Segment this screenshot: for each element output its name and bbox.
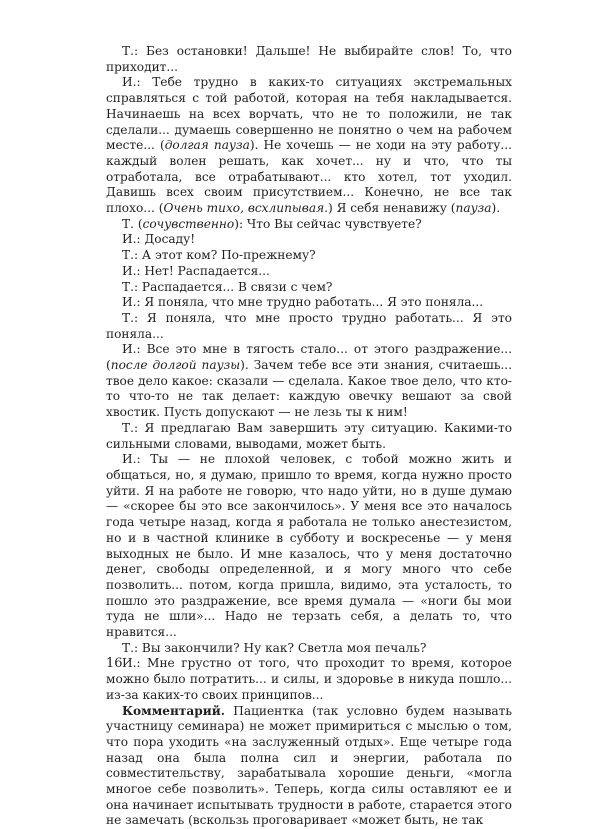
text-segment: И.: Нет! Распадается... bbox=[122, 263, 270, 278]
text-segment: И.: Досаду! bbox=[122, 232, 196, 247]
italic-text: сочувственно bbox=[142, 216, 235, 231]
text-segment: И.: Я поняла, что мне трудно работать... Я это поняла... bbox=[122, 295, 484, 310]
text-segment: И.: Все это мне в тягость стало... от этого раздражение... ( bbox=[106, 342, 512, 373]
text-segment: Т.: Без остановки! Дальше! Не выбирайте слов! То, что приходит... bbox=[106, 44, 512, 74]
text-segment: Т.: Вы закончили? Ну как? Светла моя печаль? bbox=[122, 640, 427, 655]
paragraph bbox=[106, 44, 512, 75]
paragraph bbox=[106, 232, 512, 248]
text-segment: И.: Мне грустно от того, что проходит то время, которое можно было потратить... и силы, и здоровье в никуда пошло... из-за каких-то своих принципов... bbox=[106, 656, 512, 702]
page-text bbox=[106, 44, 512, 829]
text-segment: ). Не хочешь — не ходи на эту работу... каждый волен решать, как хочет... ну и что, что ты отработала, все отрабатывают... кто хотел, тот уходил. Давишь всех своим присутствием... Конечно, не все так плохо... ( bbox=[106, 138, 512, 216]
text-segment: Т.: Я поняла, что мне просто трудно работать... Я это поняла... bbox=[106, 310, 512, 341]
text-segment: ). Зачем тебе все эти знания, считаешь... твое дело какое: сказали — сделала. Какое твое дело, что кто-то что-то не так делает: каждую овечку вешают за свой хвостик. Пусть допускают — не лезь ты к ним! bbox=[106, 358, 512, 420]
text-segment: Т.: А этот ком? По-прежнему? bbox=[122, 248, 316, 263]
paragraph bbox=[106, 280, 512, 296]
text-segment: Т.: Я предлагаю Вам завершить эту ситуацию. Какими-то сильными словами, выводами, может быть. bbox=[106, 420, 512, 451]
text-segment: Т. ( bbox=[122, 216, 143, 231]
text-segment: ). bbox=[491, 201, 501, 216]
text-segment: Т.: Распадается... В связи с чем? bbox=[122, 279, 333, 294]
text-segment: ) Я себя ненавижу ( bbox=[328, 201, 456, 216]
text-segment: Пациентка (так условно будем называть участницу семинара) не может примириться с мыслью о том, что пора уходить «на заслуженный отдых». Еще четыре года назад она была полна сил и энергии, работала по совместительству, зарабатывала хорошие деньги, «могла многое себе позволить». Теперь, когда силы оставляют ее и она начинает испытывать трудности в работе, старается этого не замечать (вскользь проговаривает «может быть, не так bbox=[106, 703, 512, 828]
page-number: 16 bbox=[106, 656, 123, 671]
bold-text: Комментарий. bbox=[122, 703, 225, 718]
text-segment: И.: Тебе трудно в каких-то ситуациях экстремальных справляться с той работой, которая на тебя накладывается. Начинаешь на всех ворчать, что не то положили, не так сделали... думаешь совершенно не понятно о чем на рабочем месте... ( bbox=[106, 75, 512, 153]
italic-text: после долгой паузы bbox=[110, 358, 241, 373]
italic-text: долгая пауза bbox=[164, 138, 250, 153]
paragraph bbox=[106, 264, 512, 280]
italic-text: Очень тихо, всхлипывая. bbox=[163, 201, 328, 216]
italic-text: пауза bbox=[455, 201, 492, 216]
paragraph bbox=[106, 217, 512, 233]
text-segment: И.: Ты — не плохой человек, с тобой можно жить и общаться, но, я думаю, пришло то время, когда нужно просто уйти. Я на работе не говорю, что надо уйти, но в душе думаю — «скорее бы это все закончилось». У меня все это началось года четыре назад, когда я работала не только анестезистом, но и в частной клинике в субботу и воскресенье — у меня выходных не было. И мне казалось, что у меня достаточно денег, свободы определенной, и я могу много что себе позволить... потом, когда пришла, видимо, эта усталость, то пошло это раздражение, все время думала — «ноги бы мои туда не шли»... Надо не терзать себя, а делать то, что нравится... bbox=[106, 452, 512, 640]
paragraph bbox=[106, 641, 512, 657]
paragraph bbox=[106, 295, 512, 311]
paragraph bbox=[106, 75, 512, 216]
paragraph bbox=[106, 452, 512, 640]
text-segment: ): Что Вы сейчас чувствуете? bbox=[234, 216, 422, 231]
paragraph bbox=[106, 704, 512, 829]
paragraph bbox=[106, 342, 512, 421]
paragraph bbox=[106, 311, 512, 342]
paragraph bbox=[106, 421, 512, 452]
paragraph bbox=[106, 656, 512, 703]
paragraph bbox=[106, 248, 512, 264]
